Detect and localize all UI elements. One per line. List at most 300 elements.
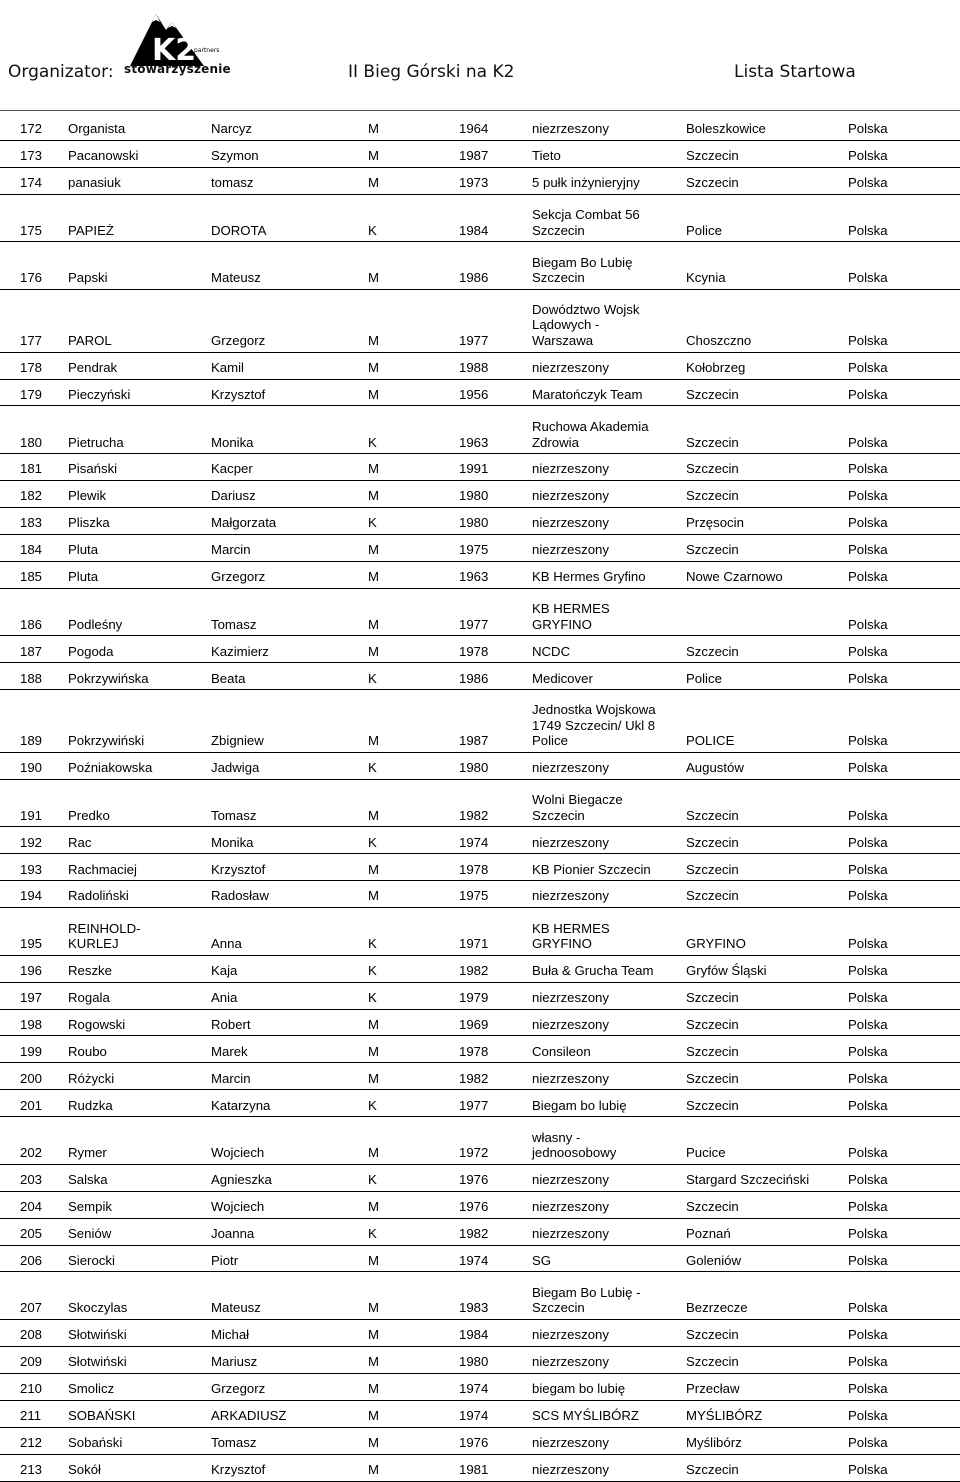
table-row: [0, 1010, 960, 1037]
club-cell: Biegam Bo Lubię Szczecin: [532, 254, 633, 286]
table-row: [0, 1090, 960, 1117]
first-name-cell: Beata: [211, 670, 246, 686]
city-cell: Szczecin: [686, 1461, 739, 1477]
city-cell: POLICE: [686, 733, 735, 749]
sex-cell: M: [368, 488, 379, 504]
city-cell: GRYFINO: [686, 936, 746, 952]
last-name-cell: Rachmaciej: [68, 861, 137, 877]
city-cell: Szczecin: [686, 461, 739, 477]
last-name-cell: panasiuk: [68, 175, 121, 191]
sex-cell: M: [368, 359, 379, 375]
first-name-cell: Katarzyna: [211, 1097, 271, 1113]
sex-cell: M: [368, 1070, 379, 1086]
last-name-cell: Skoczylas: [68, 1300, 128, 1316]
table-row: [0, 1219, 960, 1246]
first-name-cell: Kamil: [211, 359, 244, 375]
sex-cell: M: [368, 643, 379, 659]
row-number-cell: 175: [20, 222, 43, 238]
country-cell: Polska: [848, 643, 888, 659]
birth-year-cell: 1982: [459, 807, 489, 823]
table-row: [0, 1455, 960, 1482]
club-cell: niezrzeszony: [532, 488, 609, 504]
birth-year-cell: 1984: [459, 1327, 489, 1343]
birth-year-cell: 1973: [459, 175, 489, 191]
first-name-cell: DOROTA: [211, 222, 267, 238]
sex-cell: M: [368, 175, 379, 191]
last-name-cell: Słotwiński: [68, 1327, 127, 1343]
row-number-cell: 212: [20, 1435, 43, 1450]
club-cell: Sekcja Combat 56 Szczecin: [532, 207, 640, 238]
last-name-cell: REINHOLD- KURLEJ: [68, 920, 141, 952]
table-row: [0, 454, 960, 481]
country-cell: Polska: [848, 434, 888, 450]
table-row: [0, 636, 960, 663]
country-cell: Polska: [848, 1435, 888, 1450]
birth-year-cell: 1978: [459, 643, 489, 659]
country-cell: Polska: [848, 1381, 888, 1397]
club-cell: niezrzeszony: [532, 1016, 609, 1032]
table-row: [0, 1347, 960, 1374]
city-cell: Myślibórz: [686, 1435, 742, 1450]
sex-cell: K: [368, 936, 377, 952]
club-cell: niezrzeszony: [532, 121, 609, 137]
sex-cell: M: [368, 1252, 379, 1268]
first-name-cell: Monika: [211, 434, 254, 450]
club-cell: Dowództwo Wojsk Lądowych - Warszawa: [532, 301, 640, 349]
country-cell: Polska: [848, 1070, 888, 1086]
table-row: [0, 1272, 960, 1320]
row-number-cell: 180: [20, 434, 43, 450]
birth-year-cell: 1991: [459, 461, 489, 477]
city-cell: Poznań: [686, 1225, 731, 1241]
first-name-cell: Tomasz: [211, 1435, 257, 1450]
first-name-cell: Marek: [211, 1043, 248, 1059]
row-number-cell: 186: [20, 616, 43, 632]
first-name-cell: Ania: [211, 989, 238, 1005]
row-number-cell: 185: [20, 569, 43, 585]
club-cell: Medicover: [532, 670, 593, 686]
birth-year-cell: 1956: [459, 386, 489, 402]
club-cell: niezrzeszony: [532, 542, 609, 558]
birth-year-cell: 1976: [459, 1435, 489, 1450]
start-list-table: [0, 114, 960, 1482]
club-cell: NCDC: [532, 643, 571, 659]
row-number-cell: 210: [20, 1381, 43, 1397]
birth-year-cell: 1986: [459, 670, 489, 686]
row-number-cell: 198: [20, 1016, 43, 1032]
last-name-cell: Radoliński: [68, 888, 129, 904]
first-name-cell: Radosław: [211, 888, 269, 904]
table-row: [0, 1117, 960, 1165]
city-cell: Kcynia: [686, 270, 726, 286]
country-cell: Polska: [848, 1300, 888, 1316]
table-row: [0, 908, 960, 956]
sex-cell: K: [368, 834, 377, 850]
table-row: [0, 1063, 960, 1090]
club-cell: niezrzeszony: [532, 1070, 609, 1086]
row-number-cell: 204: [20, 1199, 43, 1214]
last-name-cell: Organista: [68, 121, 126, 137]
sex-cell: M: [368, 807, 379, 823]
last-name-cell: Sobański: [68, 1435, 123, 1450]
table-row: [0, 956, 960, 983]
row-number-cell: 187: [20, 643, 43, 659]
last-name-cell: Salska: [68, 1172, 108, 1188]
table-row: [0, 589, 960, 637]
sex-cell: M: [368, 1145, 379, 1161]
country-cell: Polska: [848, 861, 888, 877]
row-number-cell: 203: [20, 1172, 43, 1188]
city-cell: Szczecin: [686, 888, 739, 904]
birth-year-cell: 1986: [459, 270, 489, 286]
club-cell: niezrzeszony: [532, 760, 609, 776]
country-cell: Polska: [848, 542, 888, 558]
birth-year-cell: 1980: [459, 515, 489, 531]
row-number-cell: 193: [20, 861, 43, 877]
table-row: [0, 1401, 960, 1428]
last-name-cell: Sempik: [68, 1199, 112, 1214]
list-title: Lista Startowa: [734, 62, 856, 82]
club-cell: Consileon: [532, 1043, 591, 1059]
first-name-cell: Anna: [211, 936, 242, 952]
table-row: [0, 141, 960, 168]
sex-cell: K: [368, 760, 377, 776]
sex-cell: K: [368, 515, 377, 531]
birth-year-cell: 1977: [459, 616, 489, 632]
city-cell: Szczecin: [686, 834, 739, 850]
row-number-cell: 184: [20, 542, 43, 558]
page-header: [0, 0, 960, 110]
city-cell: Augustów: [686, 760, 744, 776]
last-name-cell: Rac: [68, 834, 92, 850]
country-cell: Polska: [848, 569, 888, 585]
country-cell: Polska: [848, 515, 888, 531]
club-cell: niezrzeszony: [532, 515, 609, 531]
city-cell: Szczecin: [686, 488, 739, 504]
city-cell: Szczecin: [686, 148, 739, 164]
sex-cell: M: [368, 121, 379, 137]
birth-year-cell: 1963: [459, 569, 489, 585]
club-cell: niezrzeszony: [532, 461, 609, 477]
city-cell: Szczecin: [686, 1327, 739, 1343]
first-name-cell: Wojciech: [211, 1145, 265, 1161]
sex-cell: K: [368, 222, 377, 238]
birth-year-cell: 1981: [459, 1461, 489, 1477]
row-number-cell: 195: [20, 936, 43, 952]
last-name-cell: PAROL: [68, 333, 112, 349]
sex-cell: M: [368, 733, 379, 749]
first-name-cell: Piotr: [211, 1252, 239, 1268]
birth-year-cell: 1982: [459, 1225, 489, 1241]
country-cell: Polska: [848, 1199, 888, 1214]
table-row: [0, 535, 960, 562]
row-number-cell: 176: [20, 270, 43, 286]
table-row: [0, 168, 960, 195]
sex-cell: K: [368, 1225, 377, 1241]
sex-cell: M: [368, 1327, 379, 1343]
birth-year-cell: 1975: [459, 542, 489, 558]
first-name-cell: Dariusz: [211, 488, 256, 504]
birth-year-cell: 1975: [459, 888, 489, 904]
sex-cell: M: [368, 1199, 379, 1214]
last-name-cell: Słotwiński: [68, 1354, 127, 1370]
last-name-cell: Seniów: [68, 1225, 112, 1241]
country-cell: Polska: [848, 834, 888, 850]
sex-cell: M: [368, 1435, 379, 1450]
club-cell: KB Pionier Szczecin: [532, 861, 651, 877]
last-name-cell: Sokół: [68, 1461, 101, 1477]
table-row: [0, 1320, 960, 1347]
club-cell: 5 pułk inżynieryjny: [532, 175, 640, 191]
sex-cell: K: [368, 989, 377, 1005]
sex-cell: M: [368, 270, 379, 286]
first-name-cell: Szymon: [211, 148, 259, 164]
sex-cell: M: [368, 1354, 379, 1370]
row-number-cell: 178: [20, 359, 43, 375]
city-cell: Szczecin: [686, 1354, 739, 1370]
row-number-cell: 207: [20, 1300, 43, 1316]
last-name-cell: Predko: [68, 807, 110, 823]
last-name-cell: Rogala: [68, 989, 110, 1005]
row-number-cell: 209: [20, 1354, 43, 1370]
last-name-cell: Rogowski: [68, 1016, 126, 1032]
country-cell: Polska: [848, 1225, 888, 1241]
table-row: [0, 1246, 960, 1273]
city-cell: Choszczno: [686, 333, 752, 349]
first-name-cell: Małgorzata: [211, 515, 277, 531]
birth-year-cell: 1974: [459, 1408, 489, 1424]
first-name-cell: Kaja: [211, 963, 238, 978]
club-cell: KB HERMES GRYFINO: [532, 920, 610, 952]
row-number-cell: 173: [20, 148, 43, 164]
first-name-cell: Krzysztof: [211, 861, 266, 877]
table-row: [0, 242, 960, 290]
country-cell: Polska: [848, 1327, 888, 1343]
sex-cell: K: [368, 1172, 377, 1188]
first-name-cell: Mariusz: [211, 1354, 258, 1370]
birth-year-cell: 1982: [459, 963, 489, 978]
sex-cell: M: [368, 861, 379, 877]
sex-cell: M: [368, 1408, 379, 1424]
table-row: [0, 1036, 960, 1063]
country-cell: Polska: [848, 1408, 888, 1424]
country-cell: Polska: [848, 963, 888, 978]
country-cell: Polska: [848, 1043, 888, 1059]
country-cell: Polska: [848, 936, 888, 952]
first-name-cell: Zbigniew: [211, 733, 264, 749]
row-number-cell: 179: [20, 386, 43, 402]
country-cell: Polska: [848, 1354, 888, 1370]
sex-cell: K: [368, 1097, 377, 1113]
birth-year-cell: 1969: [459, 1016, 489, 1032]
table-row: [0, 380, 960, 407]
country-cell: Polska: [848, 121, 888, 137]
city-cell: Szczecin: [686, 807, 739, 823]
last-name-cell: Rudzka: [68, 1097, 113, 1113]
first-name-cell: Mateusz: [211, 270, 261, 286]
table-row: [0, 854, 960, 881]
birth-year-cell: 1972: [459, 1145, 489, 1161]
table-row: [0, 983, 960, 1010]
row-number-cell: 197: [20, 989, 43, 1005]
table-row: [0, 290, 960, 353]
table-row: [0, 562, 960, 589]
last-name-cell: Pliszka: [68, 515, 110, 531]
row-number-cell: 201: [20, 1097, 43, 1113]
row-number-cell: 177: [20, 333, 43, 349]
table-row: [0, 114, 960, 141]
city-cell: Nowe Czarnowo: [686, 569, 783, 585]
country-cell: Polska: [848, 386, 888, 402]
birth-year-cell: 1984: [459, 222, 489, 238]
country-cell: Polska: [848, 1252, 888, 1268]
club-cell: Jednostka Wojskowa 1749 Szczecin/ Ukl 8 Police: [532, 701, 656, 749]
first-name-cell: tomasz: [211, 175, 254, 191]
last-name-cell: Roubo: [68, 1043, 107, 1059]
last-name-cell: Pogoda: [68, 643, 114, 659]
last-name-cell: Smolicz: [68, 1381, 115, 1397]
club-cell: SG: [532, 1252, 552, 1268]
birth-year-cell: 1964: [459, 121, 489, 137]
table-row: [0, 881, 960, 908]
birth-year-cell: 1974: [459, 834, 489, 850]
city-cell: Szczecin: [686, 989, 739, 1005]
birth-year-cell: 1987: [459, 148, 489, 164]
sex-cell: M: [368, 1043, 379, 1059]
row-number-cell: 206: [20, 1252, 43, 1268]
header-divider: [0, 110, 960, 111]
last-name-cell: SOBAŃSKI: [68, 1408, 136, 1424]
city-cell: Szczecin: [686, 1070, 739, 1086]
last-name-cell: Sierocki: [68, 1252, 115, 1268]
birth-year-cell: 1980: [459, 488, 489, 504]
birth-year-cell: 1978: [459, 861, 489, 877]
table-row: [0, 827, 960, 854]
row-number-cell: 199: [20, 1043, 43, 1059]
sex-cell: M: [368, 1016, 379, 1032]
club-cell: niezrzeszony: [532, 1172, 609, 1188]
table-row: [0, 753, 960, 780]
country-cell: Polska: [848, 222, 888, 238]
city-cell: Kołobrzeg: [686, 359, 746, 375]
table-row: [0, 195, 960, 243]
last-name-cell: Papski: [68, 270, 108, 286]
row-number-cell: 200: [20, 1070, 43, 1086]
country-cell: Polska: [848, 148, 888, 164]
club-cell: niezrzeszony: [532, 1199, 609, 1214]
club-cell: niezrzeszony: [532, 359, 609, 375]
birth-year-cell: 1980: [459, 760, 489, 776]
country-cell: Polska: [848, 1172, 888, 1188]
table-row: [0, 508, 960, 535]
table-row: [0, 481, 960, 508]
birth-year-cell: 1977: [459, 333, 489, 349]
country-cell: Polska: [848, 1145, 888, 1161]
first-name-cell: Mateusz: [211, 1300, 261, 1316]
sex-cell: M: [368, 569, 379, 585]
club-cell: Wolni Biegacze Szczecin: [532, 792, 623, 823]
city-cell: Boleszkowice: [686, 121, 766, 137]
table-row: [0, 690, 960, 753]
birth-year-cell: 1987: [459, 733, 489, 749]
city-cell: Szczecin: [686, 1097, 739, 1113]
sex-cell: M: [368, 386, 379, 402]
birth-year-cell: 1988: [459, 359, 489, 375]
last-name-cell: Pokrzywińska: [68, 670, 149, 686]
city-cell: Szczecin: [686, 643, 739, 659]
first-name-cell: Kacper: [211, 461, 253, 477]
last-name-cell: Pisański: [68, 461, 118, 477]
row-number-cell: 188: [20, 670, 43, 686]
table-row: [0, 663, 960, 690]
event-title: II Bieg Górski na K2: [348, 62, 515, 82]
row-number-cell: 194: [20, 888, 43, 904]
row-number-cell: 172: [20, 121, 43, 137]
logo-text: stowarzyszenie: [124, 62, 231, 76]
table-row: [0, 1165, 960, 1192]
club-cell: Biegam bo lubię: [532, 1097, 627, 1113]
club-cell: Buła & Grucha Team: [532, 963, 654, 978]
club-cell: Ruchowa Akademia Zdrowia: [532, 418, 649, 450]
sex-cell: M: [368, 1300, 379, 1316]
birth-year-cell: 1978: [459, 1043, 489, 1059]
city-cell: Szczecin: [686, 542, 739, 558]
club-cell: biegam bo lubię: [532, 1381, 626, 1397]
row-number-cell: 191: [20, 807, 43, 823]
club-cell: własny - jednoosobowy: [532, 1129, 617, 1161]
city-cell: Stargard Szczeciński: [686, 1172, 810, 1188]
first-name-cell: Jadwiga: [211, 760, 260, 776]
club-cell: niezrzeszony: [532, 1225, 609, 1241]
country-cell: Polska: [848, 359, 888, 375]
club-cell: niezrzeszony: [532, 989, 609, 1005]
city-cell: Przęsocin: [686, 515, 744, 531]
last-name-cell: Różycki: [68, 1070, 115, 1086]
table-row: [0, 406, 960, 454]
row-number-cell: 189: [20, 733, 43, 749]
first-name-cell: Joanna: [211, 1225, 255, 1241]
city-cell: Szczecin: [686, 861, 739, 877]
table-row: [0, 1374, 960, 1401]
row-number-cell: 208: [20, 1327, 43, 1343]
row-number-cell: 213: [20, 1461, 43, 1477]
club-cell: Tieto: [532, 148, 561, 164]
country-cell: Polska: [848, 989, 888, 1005]
country-cell: Polska: [848, 670, 888, 686]
city-cell: Goleniów: [686, 1252, 741, 1268]
country-cell: Polska: [848, 733, 888, 749]
first-name-cell: Kazimierz: [211, 643, 269, 659]
city-cell: Szczecin: [686, 386, 739, 402]
table-row: [0, 1192, 960, 1219]
row-number-cell: 181: [20, 461, 43, 477]
club-cell: niezrzeszony: [532, 1354, 609, 1370]
row-number-cell: 205: [20, 1225, 43, 1241]
first-name-cell: ARKADIUSZ: [211, 1408, 287, 1424]
first-name-cell: Monika: [211, 834, 254, 850]
first-name-cell: Grzegorz: [211, 569, 266, 585]
club-cell: niezrzeszony: [532, 1327, 609, 1343]
table-row: [0, 780, 960, 828]
last-name-cell: Podleśny: [68, 616, 123, 632]
last-name-cell: Rymer: [68, 1145, 107, 1161]
sex-cell: M: [368, 888, 379, 904]
birth-year-cell: 1963: [459, 434, 489, 450]
country-cell: Polska: [848, 807, 888, 823]
city-cell: Bezrzecze: [686, 1300, 748, 1316]
country-cell: Polska: [848, 760, 888, 776]
city-cell: Police: [686, 222, 722, 238]
